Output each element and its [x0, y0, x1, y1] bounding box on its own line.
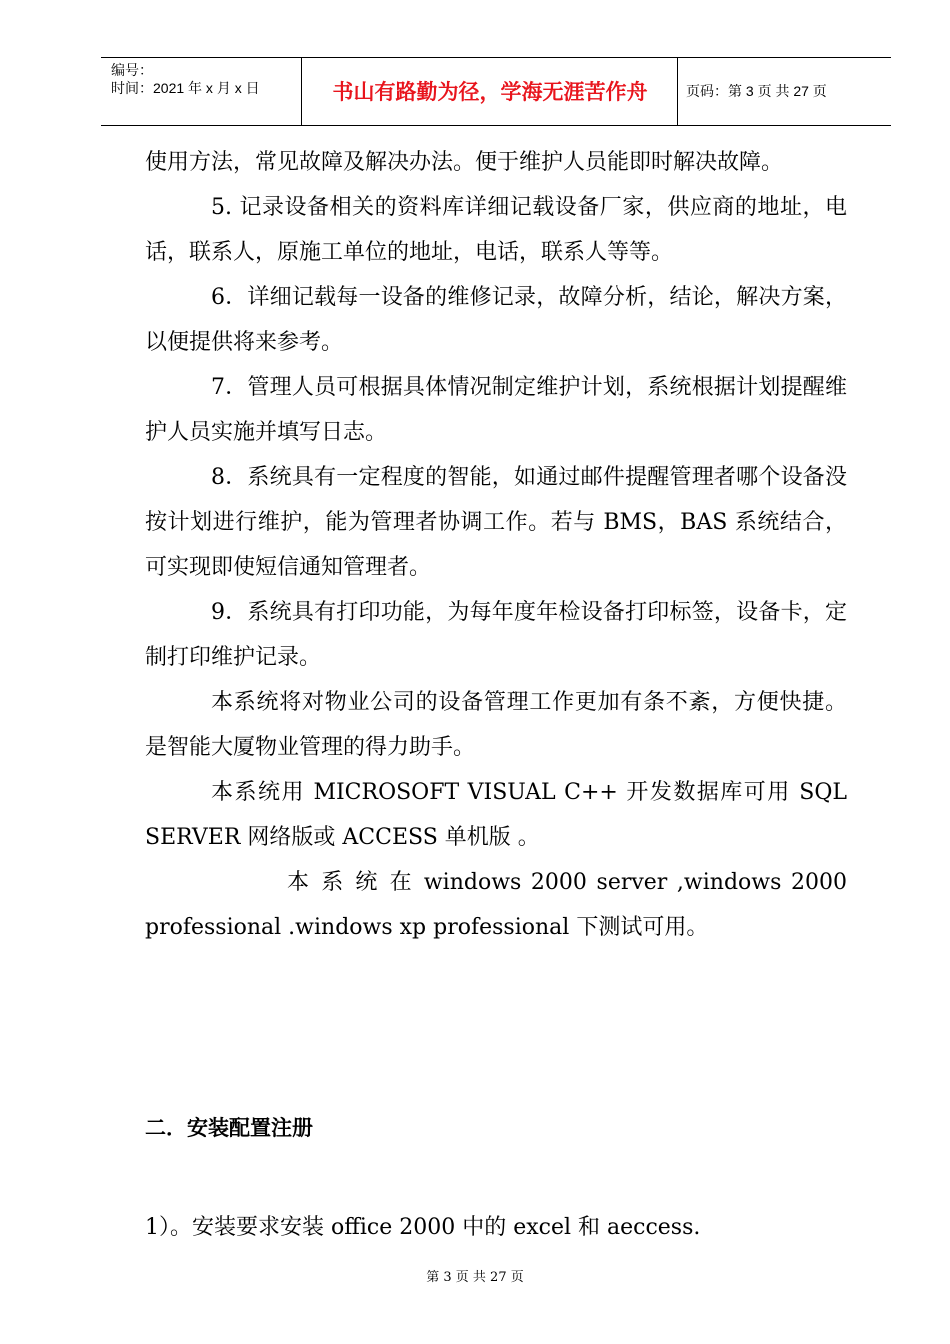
paragraph-testing: 本 系 统 在 windows 2000 server ,windows 2000 professional .windows xp professional 下测试可用。: [145, 870, 847, 940]
paragraph-item-5: 5. 记录设备相关的资料库详细记载设备厂家，供应商的地址，电话，联系人，原施工单位的地址，电话，联系人等等。: [145, 195, 847, 265]
header-number-label: 编号：: [111, 62, 153, 78]
page-footer: 第 3 页 共 27 页: [426, 1270, 524, 1285]
header-time-label: 时间：2021 年 x 月 x 日: [111, 80, 260, 96]
paragraph-item-7: 7．管理人员可根据具体情况制定维护计划，系统根据计划提醒维护人员实施并填写日志。: [145, 375, 847, 445]
header-motto: 书山有路勤为径，学海无涯苦作舟: [332, 80, 648, 104]
header-meta: [111, 61, 260, 97]
header-divider-right: [677, 58, 678, 125]
header-page-info: 页码：第 3 页 共 27 页: [686, 83, 827, 99]
paragraph-usage: 使用方法，常见故障及解决办法。便于维护人员能即时解决故障。: [145, 150, 784, 175]
section-heading: 二．安装配置注册: [145, 1116, 313, 1140]
page-header: [101, 57, 891, 126]
install-step-1: 1）。安装要求安装 office 2000 中的 excel 和 aeccess.: [145, 1215, 701, 1240]
paragraph-development: 本系统用 MICROSOFT VISUAL C++ 开发数据库可用 SQL SERVER 网络版或 ACCESS 单机版 。: [145, 780, 847, 850]
document-body: [145, 140, 847, 950]
paragraph-item-6: 6．详细记载每一设备的维修记录，故障分析，结论，解决方案，以便提供将来参考。: [145, 285, 847, 355]
paragraph-summary: 本系统将对物业公司的设备管理工作更加有条不紊，方便快捷。是智能大厦物业管理的得力助手。: [145, 690, 847, 760]
paragraph-item-9: 9．系统具有打印功能，为每年度年检设备打印标签，设备卡，定制打印维护记录。: [145, 600, 847, 670]
paragraph-item-8: 8．系统具有一定程度的智能，如通过邮件提醒管理者哪个设备没按计划进行维护，能为管理者协调工作。若与 BMS，BAS 系统结合，可实现即使短信通知管理者。: [145, 465, 847, 580]
header-divider-left: [301, 58, 302, 125]
